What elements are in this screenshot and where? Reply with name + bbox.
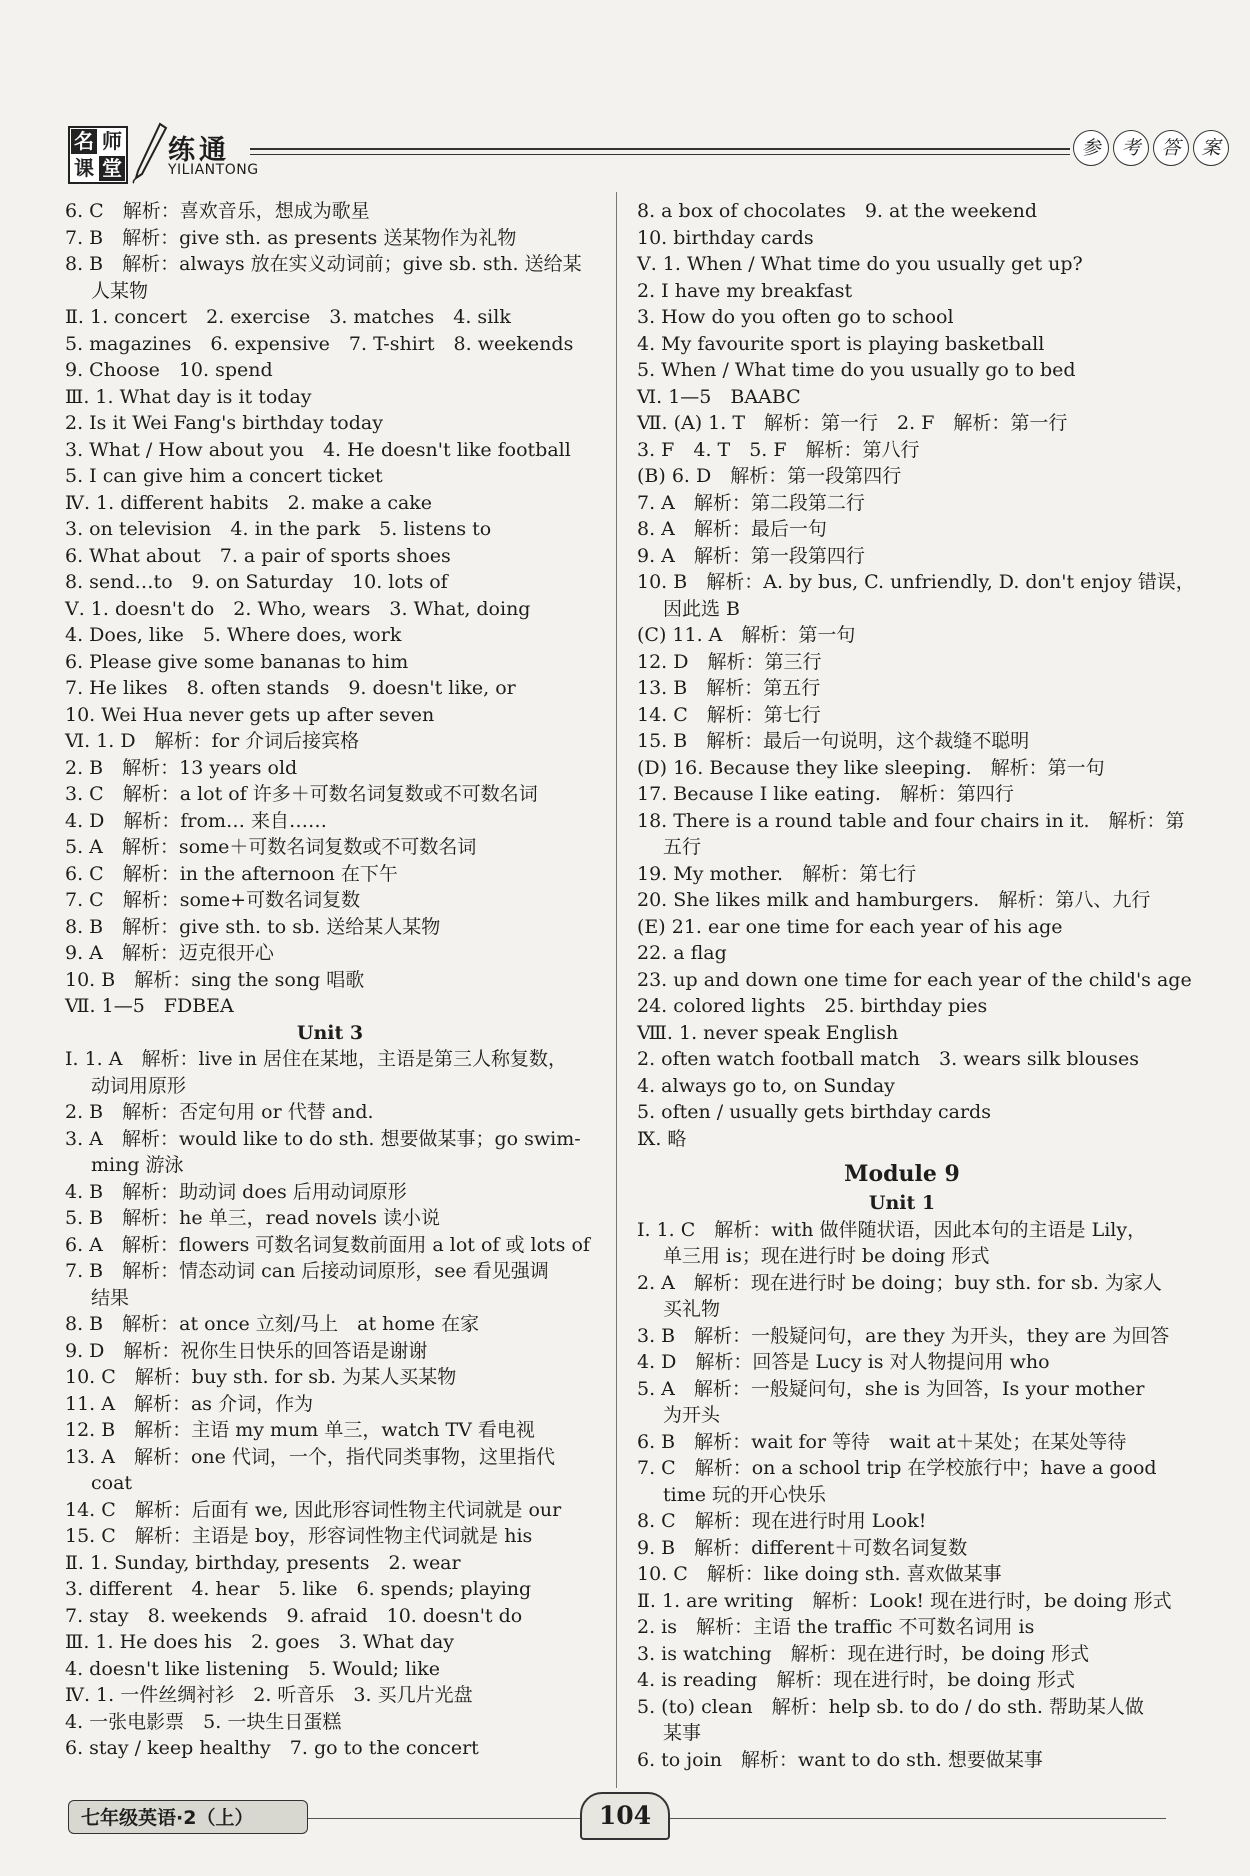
- section-heading: Unit 3: [296, 1021, 364, 1044]
- pen-icon: [130, 122, 170, 184]
- answer-line: 3. F 4. T 5. F 解析：第八行: [637, 438, 920, 461]
- answer-line: 4. Does, like 5. Where does, work: [65, 624, 402, 646]
- tag-char: 参: [1073, 130, 1109, 166]
- answer-line: (B) 6. D 解析：第一段第四行: [637, 465, 902, 487]
- answer-line: 6. B 解析：wait for 等待 wait at＋某处；在某处等待: [637, 1430, 1127, 1453]
- answer-line: 2. B 解析：13 years old: [65, 756, 298, 779]
- answer-line: 23. up and down one time for each year of the child's age: [637, 968, 1192, 991]
- section-tag: [1073, 130, 1229, 172]
- header-rule: [250, 148, 1070, 150]
- answer-line: 6. What about 7. a pair of sports shoes: [65, 544, 451, 567]
- answer-line: Ⅶ. (A) 1. T 解析：第一行 2. F 解析：第一行: [637, 412, 1068, 434]
- tag-char: 案: [1193, 130, 1229, 166]
- answer-line: 24. colored lights 25. birthday pies: [637, 995, 988, 1017]
- answer-line: time 玩的开心快乐: [663, 1483, 827, 1506]
- brand-name-en: YILIANTONG: [168, 162, 259, 178]
- answer-line: 9. A 解析：迈克很开心: [65, 942, 274, 964]
- page-header: [68, 122, 1221, 184]
- answer-line: 4. 一张电影票 5. 一块生日蛋糕: [65, 1710, 342, 1733]
- page-number: 104: [580, 1792, 670, 1840]
- answer-line: 4. always go to, on Sunday: [637, 1074, 895, 1097]
- answer-line: 8. B 解析：always 放在实义动词前；give sb. sth. 送给某: [65, 253, 582, 275]
- answer-line: 10. B 解析：sing the song 唱歌: [65, 968, 365, 991]
- answer-line: 2. I have my breakfast: [637, 279, 853, 302]
- answer-column-right: [637, 198, 1195, 1773]
- answer-line: 9. A 解析：第一段第四行: [637, 544, 865, 567]
- answer-line: 20. She likes milk and hamburgers. 解析：第八、九行: [637, 889, 1151, 911]
- answer-line: 6. C 解析：in the afternoon 在下午: [65, 862, 398, 885]
- answer-line: 因此选 B: [663, 597, 741, 620]
- answer-line: ming 游泳: [91, 1154, 184, 1176]
- answer-line: 7. A 解析：第二段第二行: [637, 491, 865, 514]
- answer-line: 5. (to) clean 解析：help sb. to do / do sth. 帮助某人做: [637, 1695, 1144, 1718]
- answer-line: Ⅱ. 1. concert 2. exercise 3. matches 4. silk: [65, 306, 511, 328]
- answer-line: 5. A 解析：一般疑问句，she is 为回答，Is your mother: [637, 1377, 1145, 1400]
- answer-line: Ⅴ. 1. When / What time do you usually get up?: [637, 253, 1083, 275]
- answer-line: 2. is 解析：主语 the traffic 不可数名词用 is: [637, 1616, 1035, 1638]
- header-rule: [250, 154, 1070, 155]
- answer-line: 3. C 解析：a lot of 许多＋可数名词复数或不可数名词: [65, 783, 538, 805]
- answer-line: 买礼物: [663, 1298, 721, 1320]
- answer-line: 5. often / usually gets birthday cards: [637, 1101, 991, 1123]
- answer-line: Ⅴ. 1. doesn't do 2. Who, wears 3. What, doing: [65, 597, 531, 620]
- answer-line: 7. C 解析：on a school trip 在学校旅行中；have a good: [637, 1457, 1157, 1479]
- answer-line: Ⅱ. 1. Sunday, birthday, presents 2. wear: [65, 1551, 461, 1574]
- answer-line: 5. magazines 6. expensive 7. T-shirt 8. weekends: [65, 332, 574, 355]
- answer-line: 12. D 解析：第三行: [637, 650, 822, 673]
- answer-line: 结果: [91, 1286, 130, 1309]
- answer-line: 8. B 解析：give sth. to sb. 送给某人某物: [65, 915, 441, 938]
- logo-char: 师: [102, 129, 122, 153]
- brand-name: 练通: [168, 135, 230, 166]
- answer-line: 4. B 解析：助动词 does 后用动词原形: [65, 1180, 407, 1203]
- footer-rule: [666, 1818, 1166, 1819]
- answer-line: 7. B 解析：give sth. as presents 送某物作为礼物: [65, 226, 517, 249]
- answer-column-left: [65, 198, 595, 1762]
- answer-line: 8. a box of chocolates 9. at the weekend: [637, 200, 1038, 222]
- answer-line: 15. B 解析：最后一句说明，这个裁缝不聪明: [637, 730, 1030, 752]
- answer-line: 9. B 解析：different＋可数名词复数: [637, 1536, 968, 1559]
- answer-line: 7. stay 8. weekends 9. afraid 10. doesn't do: [65, 1604, 523, 1627]
- answer-line: 10. C 解析：buy sth. for sb. 为某人买某物: [65, 1366, 457, 1388]
- answer-line: 4. D 解析：from… 来自……: [65, 809, 328, 832]
- answer-line: Ⅳ. 1. different habits 2. make a cake: [65, 491, 433, 514]
- answer-line: 3. on television 4. in the park 5. listens to: [65, 518, 492, 540]
- column-divider: [616, 192, 617, 1788]
- answer-line: 6. to join 解析：want to do sth. 想要做某事: [637, 1748, 1043, 1771]
- answer-line: 2. A 解析：现在进行时 be doing；buy sth. for sb. 为家人: [637, 1271, 1162, 1294]
- answer-line: 8. B 解析：at once 立刻/马上 at home 在家: [65, 1313, 480, 1335]
- tag-char: 考: [1113, 130, 1149, 166]
- answer-line: 8. C 解析：现在进行时用 Look!: [637, 1510, 927, 1532]
- answer-line: 某事: [663, 1722, 702, 1744]
- answer-line: 10. Wei Hua never gets up after seven: [65, 703, 435, 726]
- answer-line: 9. D 解析：祝你生日快乐的回答语是谢谢: [65, 1339, 428, 1362]
- answer-line: Ⅰ. 1. A 解析：live in 居住在某地，主语是第三人称复数，: [65, 1048, 567, 1070]
- answer-line: Ⅶ. 1—5 FDBEA: [65, 995, 234, 1017]
- answer-line: Ⅵ. 1. D 解析：for 介词后接宾格: [65, 730, 360, 752]
- answer-line: 10. birthday cards: [637, 226, 814, 249]
- answer-line: 3. different 4. hear 5. like 6. spends; playing: [65, 1578, 532, 1600]
- logo-char: 堂: [99, 156, 125, 181]
- answer-line: 3. What / How about you 4. He doesn't like football: [65, 438, 571, 461]
- answer-line: 为开头: [663, 1404, 721, 1426]
- answer-line: 15. C 解析：主语是 boy，形容词性物主代词就是 his: [65, 1525, 533, 1547]
- answer-line: 7. He likes 8. often stands 9. doesn't like, or: [65, 677, 516, 699]
- answer-line: Ⅲ. 1. What day is it today: [65, 385, 312, 408]
- answer-line: Ⅸ. 略: [637, 1127, 687, 1150]
- answer-line: Ⅲ. 1. He does his 2. goes 3. What day: [65, 1631, 455, 1653]
- answer-line: 2. often watch football match 3. wears silk blouses: [637, 1048, 1140, 1070]
- answer-line: 4. is reading 解析：现在进行时，be doing 形式: [637, 1669, 1075, 1691]
- answer-line: 6. C 解析：喜欢音乐，想成为歌星: [65, 200, 370, 222]
- answer-line: Ⅳ. 1. 一件丝绸衬衫 2. 听音乐 3. 买几片光盘: [65, 1684, 473, 1706]
- answer-line: 14. C 解析：后面有 we, 因此形容词性物主代词就是 our: [65, 1498, 562, 1521]
- answer-line: 12. B 解析：主语 my mum 单三，watch TV 看电视: [65, 1419, 535, 1441]
- answer-line: 3. A 解析：would like to do sth. 想要做某事；go swim-: [65, 1127, 581, 1150]
- answer-line: Ⅷ. 1. never speak English: [637, 1021, 899, 1044]
- answer-line: (D) 16. Because they like sleeping. 解析：第一句: [637, 756, 1105, 779]
- answer-line: 22. a flag: [637, 942, 727, 964]
- answer-line: Ⅰ. 1. C 解析：with 做伴随状语，因此本句的主语是 Lily，: [637, 1218, 1147, 1241]
- answer-line: (E) 21. ear one time for each year of his age: [637, 915, 1063, 938]
- answer-line: 5. When / What time do you usually go to bed: [637, 359, 1076, 381]
- answer-line: Ⅵ. 1—5 BAABC: [637, 385, 801, 408]
- footer-rule: [308, 1818, 580, 1819]
- section-heading: Module 9: [844, 1161, 960, 1187]
- answer-line: 3. is watching 解析：现在进行时，be doing 形式: [637, 1642, 1090, 1665]
- answer-line: 10. C 解析：like doing sth. 喜欢做某事: [637, 1563, 1002, 1585]
- answer-line: 17. Because I like eating. 解析：第四行: [637, 783, 1014, 805]
- answer-line: 13. B 解析：第五行: [637, 677, 821, 699]
- answer-line: Ⅱ. 1. are writing 解析：Look! 现在进行时，be doing 形式: [637, 1589, 1172, 1612]
- logo-char: 名: [71, 129, 97, 154]
- answer-line: 人某物: [91, 279, 149, 302]
- section-heading: Unit 1: [868, 1192, 936, 1214]
- answer-line: 8. A 解析：最后一句: [637, 518, 827, 540]
- answer-line: 动词用原形: [91, 1074, 187, 1097]
- answer-line: 2. Is it Wei Fang's birthday today: [65, 412, 383, 434]
- answer-line: 8. send…to 9. on Saturday 10. lots of: [65, 571, 448, 593]
- answer-line: 11. A 解析：as 介词，作为: [65, 1392, 314, 1415]
- answer-line: 3. How do you often go to school: [637, 306, 954, 328]
- answer-line: 五行: [663, 836, 702, 858]
- answer-line: 6. A 解析：flowers 可数名词复数前面用 a lot of 或 lots of: [65, 1233, 590, 1256]
- answer-line: 7. C 解析：some+可数名词复数: [65, 889, 361, 911]
- answer-line: 9. Choose 10. spend: [65, 359, 273, 381]
- answer-line: 6. stay / keep healthy 7. go to the concert: [65, 1737, 479, 1759]
- answer-line: (C) 11. A 解析：第一句: [637, 624, 856, 646]
- answer-line: 14. C 解析：第七行: [637, 703, 821, 726]
- answer-line: 单三用 is；现在进行时 be doing 形式: [663, 1245, 990, 1267]
- answer-line: 4. D 解析：回答是 Lucy is 对人物提问用 who: [637, 1351, 1050, 1373]
- answer-line: 7. B 解析：情态动词 can 后接动词原形，see 看见强调: [65, 1260, 549, 1282]
- answer-line: 13. A 解析：one 代词，一个，指代同类事物，这里指代: [65, 1445, 555, 1468]
- answer-line: 4. My favourite sport is playing basketball: [637, 332, 1045, 355]
- answer-line: 5. A 解析：some＋可数名词复数或不可数名词: [65, 836, 477, 858]
- answer-line: 18. There is a round table and four chairs in it. 解析：第: [637, 809, 1185, 832]
- answer-line: 19. My mother. 解析：第七行: [637, 862, 917, 885]
- answer-line: 3. B 解析：一般疑问句，are they 为开头，they are 为回答: [637, 1324, 1170, 1347]
- answer-line: 5. I can give him a concert ticket: [65, 465, 383, 487]
- answer-line: 5. B 解析：he 单三，read novels 读小说: [65, 1207, 441, 1229]
- grade-label: 七年级英语·2（上）: [68, 1800, 308, 1834]
- answer-line: 10. B 解析：A. by bus, C. unfriendly, D. don't enjoy 错误，: [637, 571, 1195, 593]
- answer-line: 2. B 解析：否定句用 or 代替 and.: [65, 1101, 374, 1123]
- answer-line: 6. Please give some bananas to him: [65, 650, 409, 673]
- brand-logo: [68, 126, 128, 184]
- answer-line: 4. doesn't like listening 5. Would; like: [65, 1657, 441, 1680]
- answer-line: coat: [91, 1472, 133, 1494]
- tag-char: 答: [1153, 130, 1189, 166]
- logo-char: 课: [74, 156, 94, 180]
